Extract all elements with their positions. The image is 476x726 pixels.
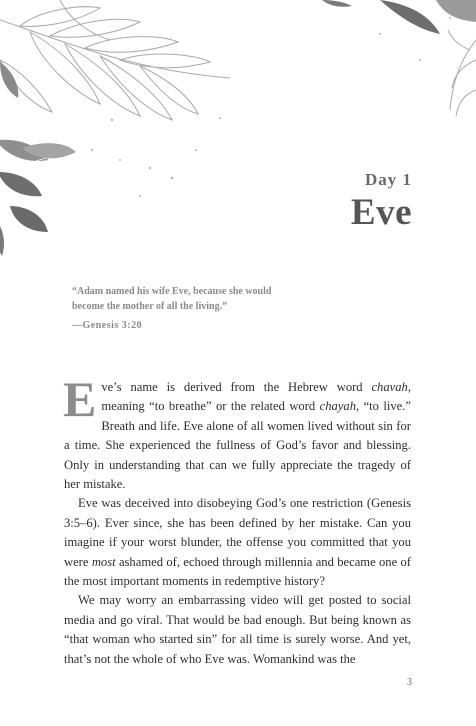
paragraph-1: Eve’s name is derived from the Hebrew word chavah, meaning “to breathe” or the related word chayah, “to live.” Breath and life. Eve alone of all women lived without sin for a time. She experienced the fullness of God’s favor and blessing. Only in understanding that can we fully appreciate the tragedy of her mistake. — [63, 371, 411, 492]
body-text — [63, 371, 412, 669]
page-number: 3 — [407, 677, 412, 688]
day-label: Day 1 — [364, 170, 412, 189]
epigraph-quote-line-1: “Adam named his wife Eve, because she would — [72, 286, 272, 297]
epigraph-quote-line-2: become the mother of all the living.” — [72, 301, 228, 312]
epigraph-citation: —Genesis 3:20 — [72, 320, 143, 331]
drop-cap: E — [63, 371, 97, 427]
epigraph — [72, 284, 392, 333]
chapter-title: Eve — [350, 192, 412, 233]
paragraph-3: We may worry an embarrassing video will get posted to social media and go viral. That would be bad enough. But being known as “that woman who started sin” for all time is surely worse. And yet, that’s not the whole of who Eve was. Womankind was the — [64, 593, 411, 666]
paragraph-2: Eve was deceived into disobeying God’s one restriction (Genesis 3:5–6). Ever since, she has been defined by her mistake. Can you imagine if your worst blunder, the offense you committed that you were most ashamed of, echoed through millennia and became one of the most important moments in redemptive history? — [64, 496, 412, 589]
